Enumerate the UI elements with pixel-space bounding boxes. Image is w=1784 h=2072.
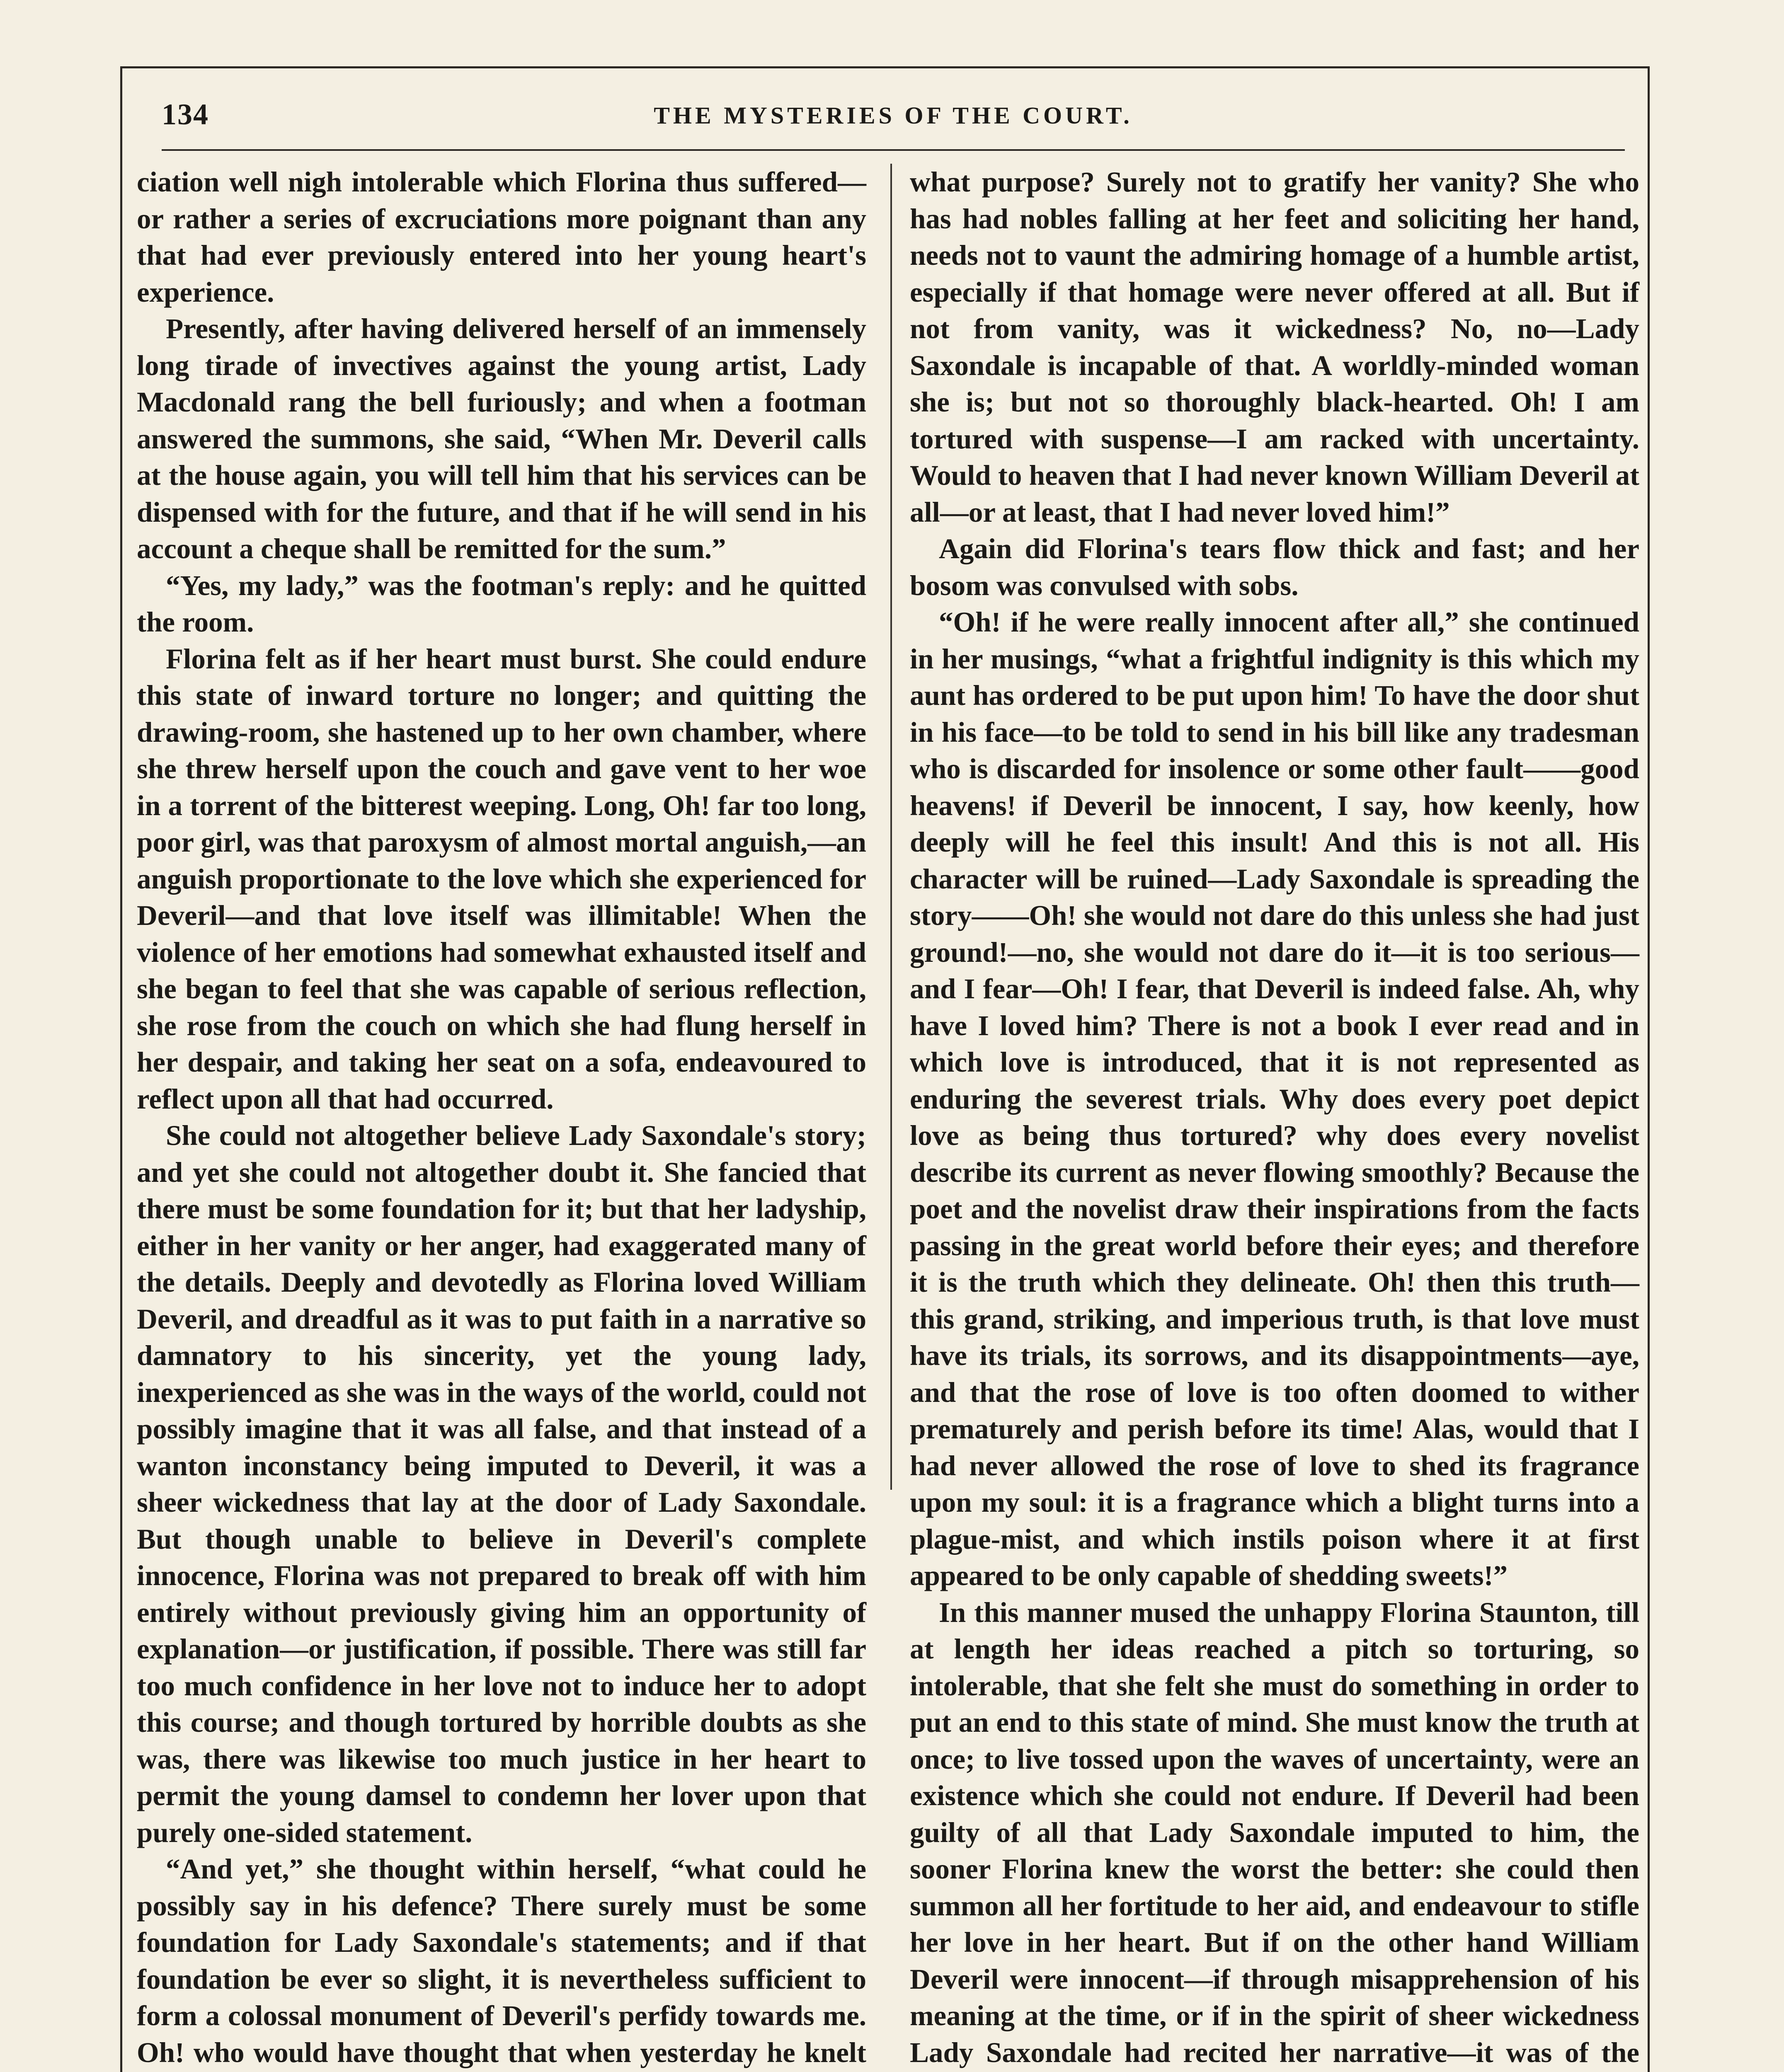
left-column	[137, 164, 866, 2072]
right-column	[910, 164, 1639, 2072]
page-number: 134	[162, 98, 209, 131]
paragraph: In this manner mused the unhappy Florina Staunton, till at length her ideas reached a pitch so torturing, so intolerable, that she felt she must do something in order to put an end to this state of mind. She must know the truth at once; to live tossed upon the waves of uncertainty, were an existence which she could not endure. If Deveril had been guilty of all that Lady Saxondale imputed to him, the sooner Florina knew the worst the better: she could then summon all her fortitude to her aid, and endeavour to stifle her love in her heart. But if on the other hand William Deveril were innocent—if through misapprehension of his meaning at the time, or if in the spirit of sheer wickedness Lady Saxondale had recited her narrative—it was of the	[910, 1596, 1639, 2068]
paragraph: Again did Florina's tears flow thick and fast; and her bosom was convulsed with sobs.	[910, 533, 1639, 601]
paragraph: She could not altogether believe Lady Saxondale's story; and yet she could not altogether doubt it. She fancied that there must be some foundation for it; but that her ladyship, either in her vanity or her anger, had exaggerated many of the details. Deeply and devotedly as Florina loved William Deveril, and dreadful as it was to put faith in a narrative so damnatory to his sincerity, yet the young lady, inexperienced as she was in the ways of the world, could not possibly imagine that it was all false, and that instead of a wanton inconstancy being imputed to Deveril, it was a sheer wickedness that lay at the door of Lady Saxondale. But though unable to believe in Deveril's complete innocence, Florina was not prepared to break off with him entirely without previously giving him an opportunity of explanation—or justification, if possible. There was still far too much confidence in her love not to induce her to adopt this course; and though tortured by horrible doubts as she was, there was likewise too much justice in her heart to permit the young damsel to condemn her lover upon that purely one-sided statement.	[137, 1120, 866, 1848]
paragraph: what purpose? Surely not to gratify her vanity? She who has had nobles falling at her feet and soliciting her hand, needs not to vaunt the admiring homage of a humble artist, especially if that homage were never offered at all. But if not from vanity, was it wickedness? No, no—Lady Saxondale is incapable of that. A worldly-minded woman she is; but not so thoroughly black-hearted. Oh! I am tortured with suspense—I am racked with uncertainty. Would to heaven that I had never known William Deveril at all—or at least, that I had never loved him!”	[910, 166, 1639, 528]
page-header	[162, 97, 1625, 143]
paragraph: ciation well nigh intolerable which Florina thus suffered—or rather a series of excruciations more poignant than any that had ever previously entered into her young heart's experience.	[137, 166, 866, 308]
running-title: THE MYSTERIES OF THE COURT.	[654, 102, 1133, 129]
paragraph: Presently, after having delivered herself of an immensely long tirade of invectives against the young artist, Lady Macdonald rang the bell furiously; and when a footman answered the summons, she said, “When Mr. Deveril calls at the house again, you will tell him that his services can be dispensed with for the future, and that if he will send in his account a cheque shall be remitted for the sum.”	[137, 313, 866, 564]
header-rule	[162, 149, 1625, 151]
paragraph: “Yes, my lady,” was the footman's reply: and he quitted the room.	[137, 569, 866, 638]
paragraph: “Oh! if he were really innocent after all,” she continued in her musings, “what a frightful indignity is this which my aunt has ordered to be put upon him! To have the door shut in his face—to be told to send in his bill like any tradesman who is discarded for insolence or some other fault——good heavens! if Deveril be innocent, I say, how keenly, how deeply will he feel this insult! And this is not all. His character will be ruined—Lady Saxondale is spreading the story——Oh! she would not dare do this unless she had just ground!—no, she would not dare do it—it is too serious—and I fear—Oh! I fear, that Deveril is indeed false. Ah, why have I loved him? There is not a book I ever read and in which love is introduced, that it is not represented as enduring the severest trials. Why does every poet depict love as being thus tortured? why does every novelist describe its current as never flowing smoothly? Because the poet and the novelist draw their inspirations from the facts passing in the great world before their eyes; and therefore it is the truth which they delineate. Oh! then this truth—this grand, striking, and imperious truth, is that love must have its trials, its sorrows, and its disappointments—aye, and that the rose of love is too often doomed to wither prematurely and perish before its time! Alas, would that I had never allowed the rose of love to shed its fragrance upon my soul: it is a fragrance which a blight turns into a plague-mist, and which instils poison where it at first appeared to be only capable of shedding sweets!”	[910, 606, 1639, 1591]
paragraph: “And yet,” she thought within herself, “what could he possibly say in his defence? There surely must be some foundation for Lady Saxondale's statements; and if that foundation be ever so slight, it is nevertheless sufficient to form a colossal monument of Deveril's perfidy towards me. Oh! who would have thought that when yesterday he knelt	[137, 1853, 866, 2068]
paragraph: Florina felt as if her heart must burst. She could endure this state of inward torture no longer; and quitting the drawing-room, she hastened up to her own chamber, where she threw herself upon the couch and gave vent to her woe in a torrent of the bitterest weeping. Long, Oh! far too long, poor girl, was that paroxysm of almost mortal anguish,—an anguish proportionate to the love which she experienced for Deveril—and that love itself was illimitable! When the violence of her emotions had somewhat exhausted itself and she began to feel that she was capable of serious reflection, she rose from the couch on which she had flung herself in her despair, and taking her seat on a sofa, endeavoured to reflect upon all that had occurred.	[137, 643, 866, 1115]
column-divider	[890, 164, 892, 1490]
